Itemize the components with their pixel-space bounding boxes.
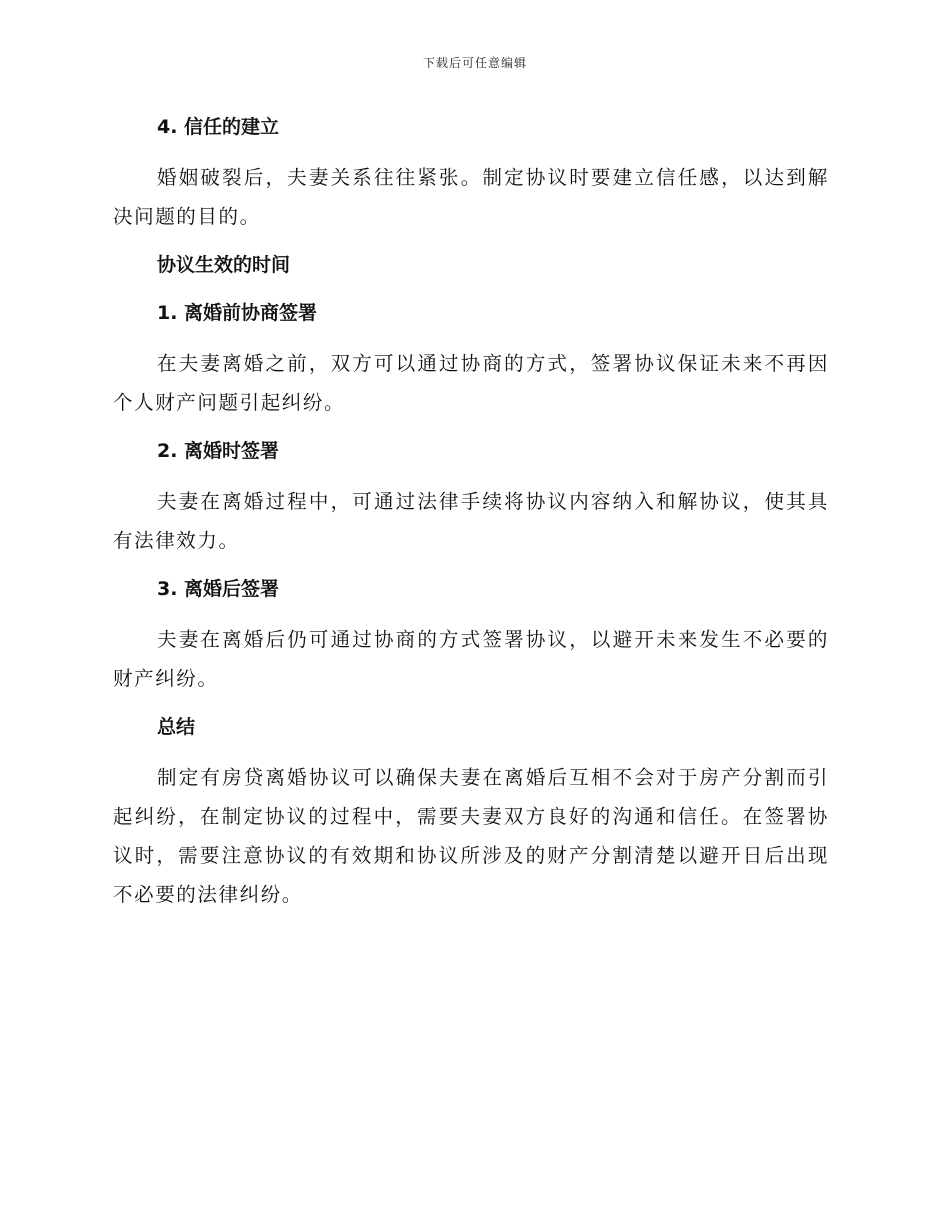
paragraph-after-divorce: 夫妻在离婚后仍可通过协商的方式签署协议，以避开未来发生不必要的财产纠纷。 [113, 628, 829, 690]
section-heading-summary: 总结 [157, 716, 196, 738]
document-body [113, 108, 829, 914]
paragraph-before-divorce: 在夫妻离婚之前，双方可以通过协商的方式，签署协议保证未来不再因个人财产问题引起纠纷。 [113, 352, 829, 414]
section-heading-before-divorce: 1. 离婚前协商签署 [157, 302, 318, 324]
paragraph-summary: 制定有房贷离婚协议可以确保夫妻在离婚后互相不会对于房产分割而引起纠纷，在制定协议的过程中，需要夫妻双方良好的沟通和信任。在签署协议时，需要注意协议的有效期和协议所涉及的财产分割清楚以避开日后出现不必要的法律纠纷。 [113, 766, 829, 906]
section-heading-effective-time: 协议生效的时间 [157, 254, 291, 276]
paragraph-during-divorce: 夫妻在离婚过程中，可通过法律手续将协议内容纳入和解协议，使其具有法律效力。 [113, 490, 829, 552]
section-heading-trust: 4. 信任的建立 [157, 116, 280, 138]
page-header-note: 下载后可任意编辑 [422, 56, 527, 70]
section-heading-after-divorce: 3. 离婚后签署 [157, 578, 280, 600]
section-heading-during-divorce: 2. 离婚时签署 [157, 440, 280, 462]
paragraph-trust: 婚姻破裂后，夫妻关系往往紧张。制定协议时要建立信任感，以达到解决问题的目的。 [113, 166, 829, 228]
